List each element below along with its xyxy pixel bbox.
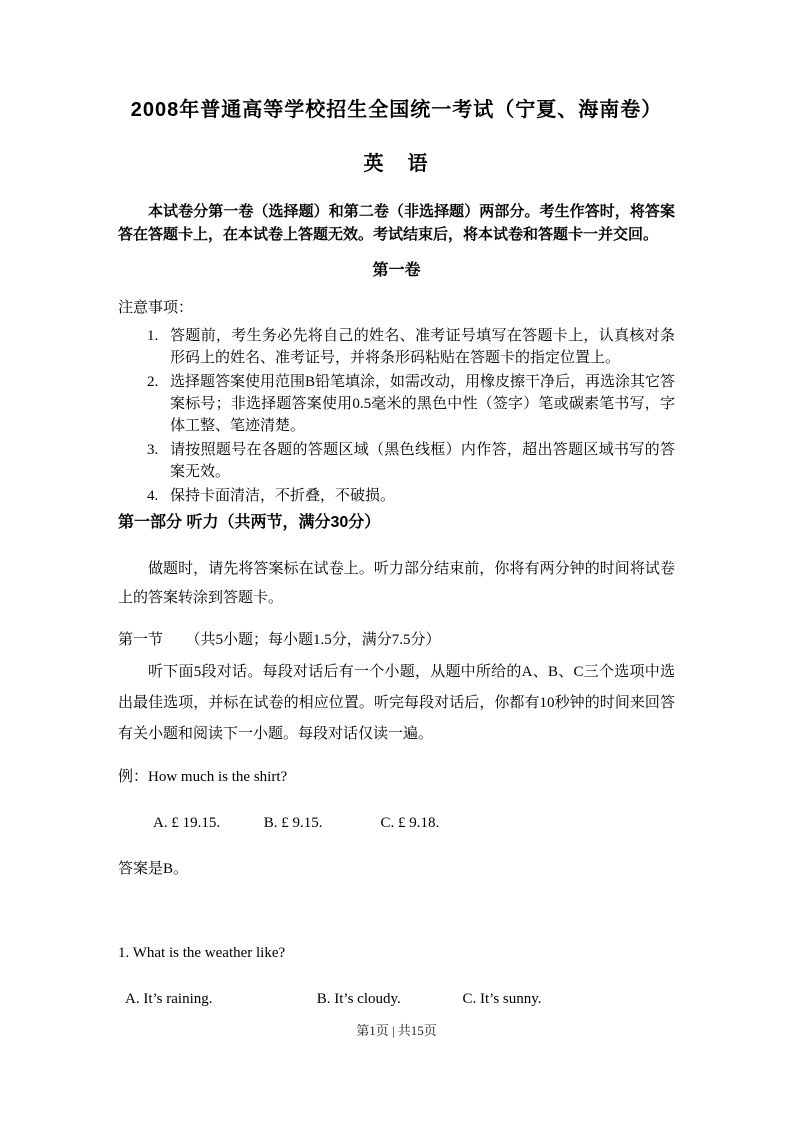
listening-instructions-paragraph: 做题时，请先将答案标在试卷上。听力部分结束前，你将有两分钟的时间将试卷上的答案转涂到答题卡。 [118,561,675,606]
volume-one-heading: 第一卷 [372,262,421,279]
section1-instructions-paragraph: 听下面5段对话。每段对话后有一个小题，从题中所给的A、B、C三个选项中选出最佳选项，并标在试卷的相应位置。听完每段对话后，你都有10秒钟的时间来回答有关小题和阅读下一小题。每段对话仅读一遍。 [118,664,675,742]
note-text: 答题前，考生务必先将自己的姓名、准考证号填写在答题卡上，认真核对条形码上的姓名、准考证号，并将条形码粘贴在答题卡的指定位置上。 [170,328,675,366]
note-text: 保持卡面清洁，不折叠，不破损。 [170,488,396,504]
note-number: 3. [147,442,159,458]
example-option-c: C. £ 9.18. [380,815,440,831]
note-text: 请按照题号在各题的答题区域（黑色线框）内作答，超出答题区域书写的答案无效。 [170,442,675,480]
note-number: 4. [147,488,159,504]
question-1-options-row [118,988,675,1010]
note-number: 2. [147,374,159,390]
example-options-row [118,812,675,834]
example-answer-line: 答案是B。 [118,861,189,877]
example-option-b: B. £ 9.15. [263,815,323,831]
note-item-3 [147,439,675,483]
notes-list [118,325,675,507]
subject-title: 英 语 [363,153,430,175]
question-1-option-a: A. It’s raining. [125,991,213,1007]
note-item-2 [147,371,675,437]
question-1-text: 1. What is the weather like? [118,945,286,961]
section1-heading: 第一节 （共5小题；每小题1.5分，满分7.5分） [118,632,441,648]
notes-heading: 注意事项： [118,300,194,316]
question-1-option-c: C. It’s sunny. [462,991,542,1007]
exam-title: 2008年普通高等学校招生全国统一考试（宁夏、海南卷） [130,99,663,121]
exam-intro-paragraph: 本试卷分第一卷（选择题）和第二卷（非选择题）两部分。考生作答时，将答案答在答题卡上，在本试卷上答题无效。考试结束后，将本试卷和答题卡一并交回。 [118,203,675,243]
question-1-option-b: B. It’s cloudy. [316,991,401,1007]
note-item-4 [147,485,675,507]
example-question-line: 例：How much is the shirt? [118,769,288,785]
note-item-1 [147,325,675,369]
part1-listening-heading: 第一部分 听力（共两节，满分30分） [118,514,381,531]
note-text: 选择题答案使用范围B铅笔填涂，如需改动，用橡皮擦干净后，再选涂其它答案标号；非选择题答案使用0.5毫米的黑色中性（签字）笔或碳素笔书写，字体工整、笔迹清楚。 [170,374,676,434]
page-number-footer: 第1页 | 共15页 [356,1023,437,1038]
example-option-a: A. £ 19.15. [153,815,221,831]
note-number: 1. [147,328,159,344]
